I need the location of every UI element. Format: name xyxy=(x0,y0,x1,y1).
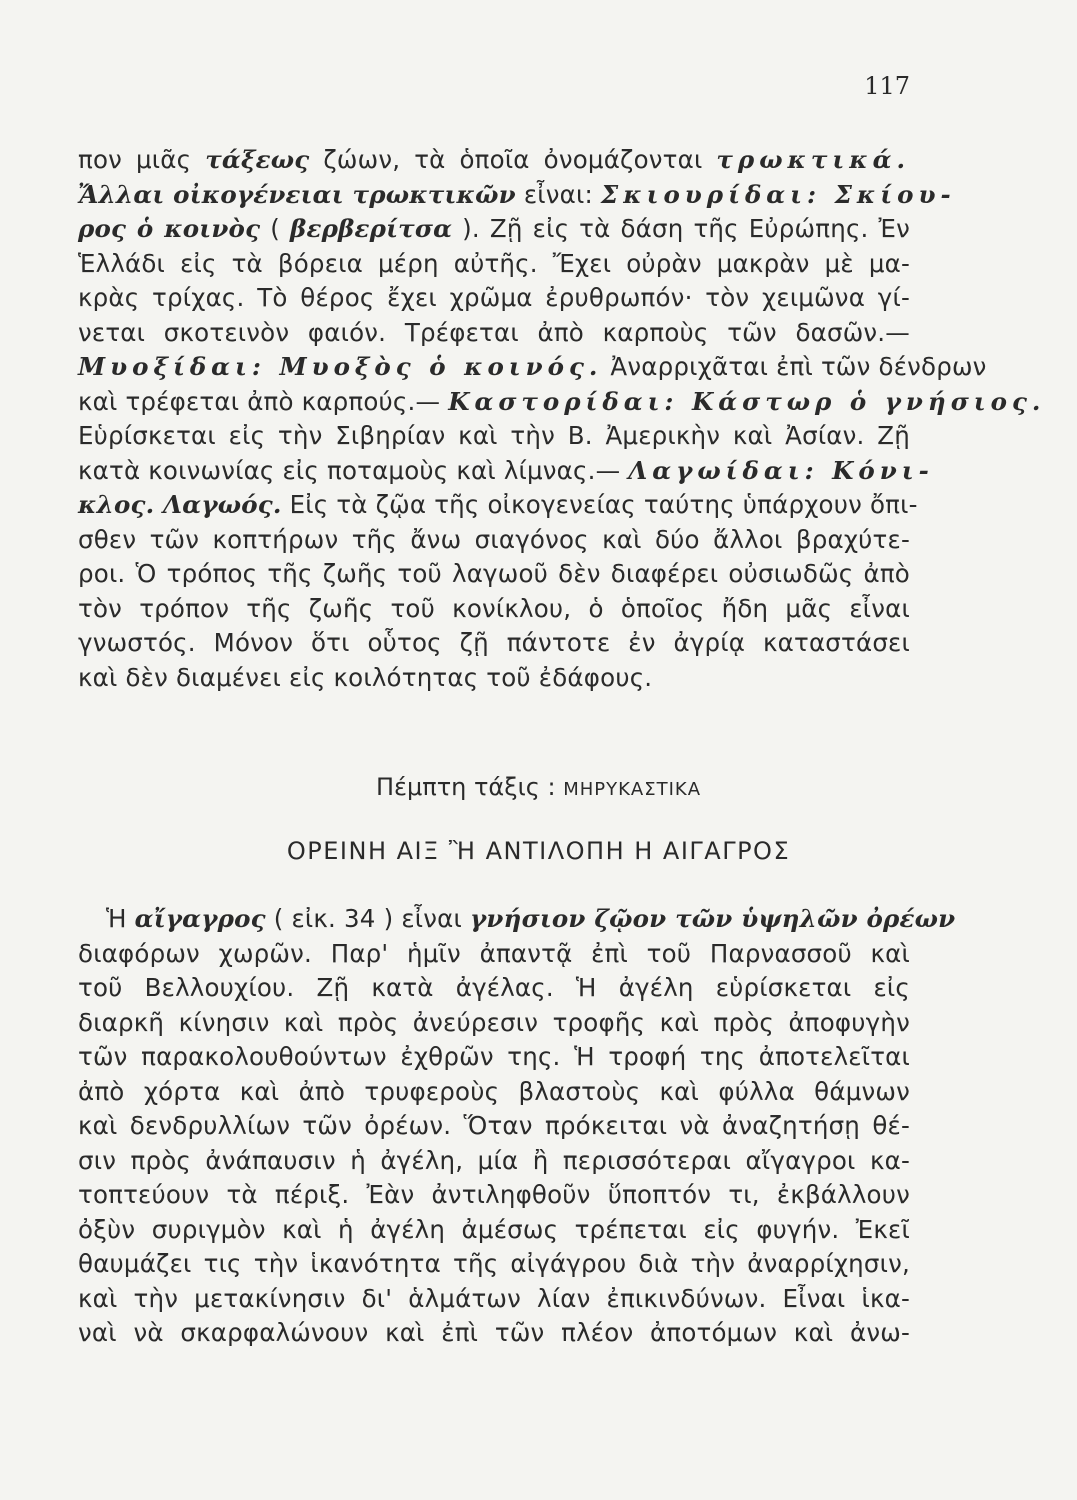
emphasized-term: Μυοξίδαι: Μυοξὸς ὁ κοινός. xyxy=(78,352,603,381)
text-segment: Εὑρίσκεται εἰς τὴν Σιβηρίαν καὶ τὴν Β. Ἀμερικὴν καὶ Ἀσίαν. Ζῇ xyxy=(78,421,910,450)
text-segment: ροι. Ὁ τρόπος τῆς ζωῆς τοῦ λαγωοῦ δὲν διαφέρει οὐσιωδῶς ἀπὸ xyxy=(78,559,910,588)
text-line xyxy=(78,1040,910,1075)
paragraph-wild-goat xyxy=(78,902,956,1351)
text-line xyxy=(78,1316,910,1351)
text-segment: γνωστός. Μόνον ὅτι οὗτος ζῇ πάντοτε ἐν ἀγρίᾳ καταστάσει xyxy=(78,628,910,657)
text-segment: ναὶ νὰ σκαρφαλώνουν καὶ ἐπὶ τῶν πλέον ἀποτόμων καὶ ἀνω- xyxy=(78,1318,910,1347)
text-segment: κατὰ κοινωνίας εἰς ποταμοὺς καὶ λίμνας.— xyxy=(78,455,629,485)
text-segment: διαρκῆ κίνησιν καὶ πρὸς ἀνεύρεσιν τροφῆς καὶ πρὸς ἀποφυγὴν xyxy=(78,1007,910,1037)
text-line xyxy=(78,557,910,592)
text-segment: ( xyxy=(260,214,290,243)
text-line xyxy=(78,247,910,282)
text-segment: ζώων, τὰ ὁποῖα ὀνομάζονται xyxy=(309,145,717,174)
text-segment: διαφόρων χωρῶν. Παρ' ἡμῖν ἀπαντᾷ ἐπὶ τοῦ Παρνασσοῦ καὶ xyxy=(78,938,910,968)
text-segment: σιν πρὸς ἀνάπαυσιν ἡ ἀγέλη, μία ἢ περισσότεραι αἴγαγροι κα- xyxy=(78,1145,910,1175)
text-line xyxy=(78,1247,910,1282)
section-heading-label: Πέμπτη τάξις : xyxy=(375,773,556,801)
emphasized-term: Ἄλλαι οἰκογένειαι τρωκτικῶν xyxy=(78,179,516,209)
text-segment: καὶ δενδρυλλίων τῶν ὀρέων. Ὅταν πρόκειται νὰ ἀναζητήσῃ θέ- xyxy=(78,1111,910,1140)
emphasized-term: βερβερίτσα xyxy=(290,214,453,243)
text-line xyxy=(78,661,910,696)
section-heading xyxy=(0,773,1077,801)
emphasized-term: γνήσιον ζῷον τῶν ὑψηλῶν ὀρέων xyxy=(469,904,956,933)
text-line xyxy=(78,212,910,247)
emphasized-term: Λαγωίδαι: Κόνι- xyxy=(628,455,934,485)
text-line xyxy=(78,385,1046,420)
text-line xyxy=(78,1144,910,1179)
emphasized-term: τάξεως xyxy=(205,145,310,174)
paragraph-rodents xyxy=(78,143,1046,695)
text-line xyxy=(78,454,934,489)
text-line xyxy=(78,1006,910,1041)
text-segment: νεται σκοτεινὸν φαιόν. Τρέφεται ἀπὸ καρποὺς τῶν δασῶν.— xyxy=(78,317,910,347)
text-line xyxy=(78,971,910,1006)
text-segment: καὶ τὴν μετακίνησιν δι' ἁλμάτων λίαν ἐπικινδύνων. Εἶναι ἱκα- xyxy=(78,1283,910,1313)
text-line xyxy=(78,1178,910,1213)
text-line xyxy=(78,316,910,351)
text-segment: Εἰς τὰ ζῷα τῆς οἰκογενείας ταύτης ὑπάρχουν ὄπι- xyxy=(281,490,918,519)
text-segment: Ἀναρριχᾶται ἐπὶ τῶν δένδρων xyxy=(602,352,987,381)
emphasized-term: τρωκτικά. xyxy=(716,145,910,174)
section-heading-name: ΜΗΡΥΚΑΣΤΙΚΑ xyxy=(563,779,702,800)
text-line xyxy=(78,281,910,316)
emphasized-term: Σκιουρίδαι: Σκίου- xyxy=(600,179,956,209)
text-line xyxy=(78,1213,910,1248)
emphasized-term: αἴγαγρος xyxy=(134,904,266,933)
subsection-heading: ΟΡΕΙΝΗ ΑΙΞ Ἢ ΑΝΤΙΛΟΠΗ Η ΑΙΓΑΓΡΟΣ xyxy=(286,837,791,865)
text-segment: ὀξὺν συριγμὸν καὶ ἡ ἀγέλη ἀμέσως τρέπεται εἰς φυγήν. Ἐκεῖ xyxy=(78,1214,910,1244)
text-line xyxy=(78,178,956,213)
text-segment: ( εἰκ. 34 ) εἶναι xyxy=(265,904,470,933)
text-segment: τοῦ Βελλουχίου. Ζῇ κατὰ ἀγέλας. Ἡ ἀγέλη εὑρίσκεται εἰς xyxy=(78,973,910,1002)
emphasized-term: Καστορίδαι: Κάστωρ ὁ γνήσιος. xyxy=(448,386,1046,416)
text-segment: ). Ζῇ εἰς τὰ δάση τῆς Εὐρώπης. Ἐν xyxy=(452,214,911,243)
text-segment: Ἑλλάδι εἰς τὰ βόρεια μέρη αὐτῆς. Ἔχει οὐρὰν μακρὰν μὲ μα- xyxy=(78,248,910,278)
text-segment: ἀπὸ χόρτα καὶ ἀπὸ τρυφεροὺς βλαστοὺς καὶ φύλλα θάμνων xyxy=(78,1076,910,1106)
text-line xyxy=(78,523,910,558)
text-segment: τὸν τρόπον τῆς ζωῆς τοῦ κονίκλου, ὁ ὁποῖος ἤδη μᾶς εἶναι xyxy=(78,593,910,623)
page-number: 117 xyxy=(864,72,910,100)
text-line xyxy=(78,488,918,523)
text-segment: Ἡ xyxy=(106,904,135,933)
text-line xyxy=(78,1109,910,1144)
text-segment: τοπτεύουν τὰ πέριξ. Ἐὰν ἀντιληφθοῦν ὕποπτόν τι, ἐκβάλλουν xyxy=(78,1180,910,1209)
emphasized-term: κλος. Λαγωός. xyxy=(78,490,282,519)
text-segment: εἶναι: xyxy=(515,179,601,209)
text-segment: κρὰς τρίχας. Τὸ θέρος ἔχει χρῶμα ἐρυθρωπόν· τὸν χειμῶνα γί- xyxy=(78,283,910,312)
text-segment: θαυμάζει τις τὴν ἱκανότητα τῆς αἰγάγρου διὰ τὴν ἀναρρίχησιν, xyxy=(78,1249,910,1278)
text-segment: σθεν τῶν κοπτήρων τῆς ἄνω σιαγόνος καὶ δύο ἄλλοι βραχύτε- xyxy=(78,524,910,554)
text-line xyxy=(78,419,910,454)
text-line xyxy=(78,592,910,627)
text-line xyxy=(78,626,910,661)
emphasized-term: ρος ὁ κοινὸς xyxy=(78,214,261,243)
text-segment: καὶ δὲν διαμένει εἰς κοιλότητας τοῦ ἐδάφους. xyxy=(78,662,653,692)
text-line xyxy=(78,902,956,937)
text-line xyxy=(78,1075,910,1110)
text-line xyxy=(78,937,910,972)
text-segment: τῶν παρακολουθούντων ἐχθρῶν της. Ἡ τροφή της ἀποτελεῖται xyxy=(78,1042,910,1071)
text-segment: καὶ τρέφεται ἀπὸ καρπούς.— xyxy=(78,386,449,416)
text-segment: πον μιᾶς xyxy=(78,145,206,174)
text-line xyxy=(78,350,987,385)
text-line xyxy=(78,143,910,178)
text-line xyxy=(78,1282,910,1317)
